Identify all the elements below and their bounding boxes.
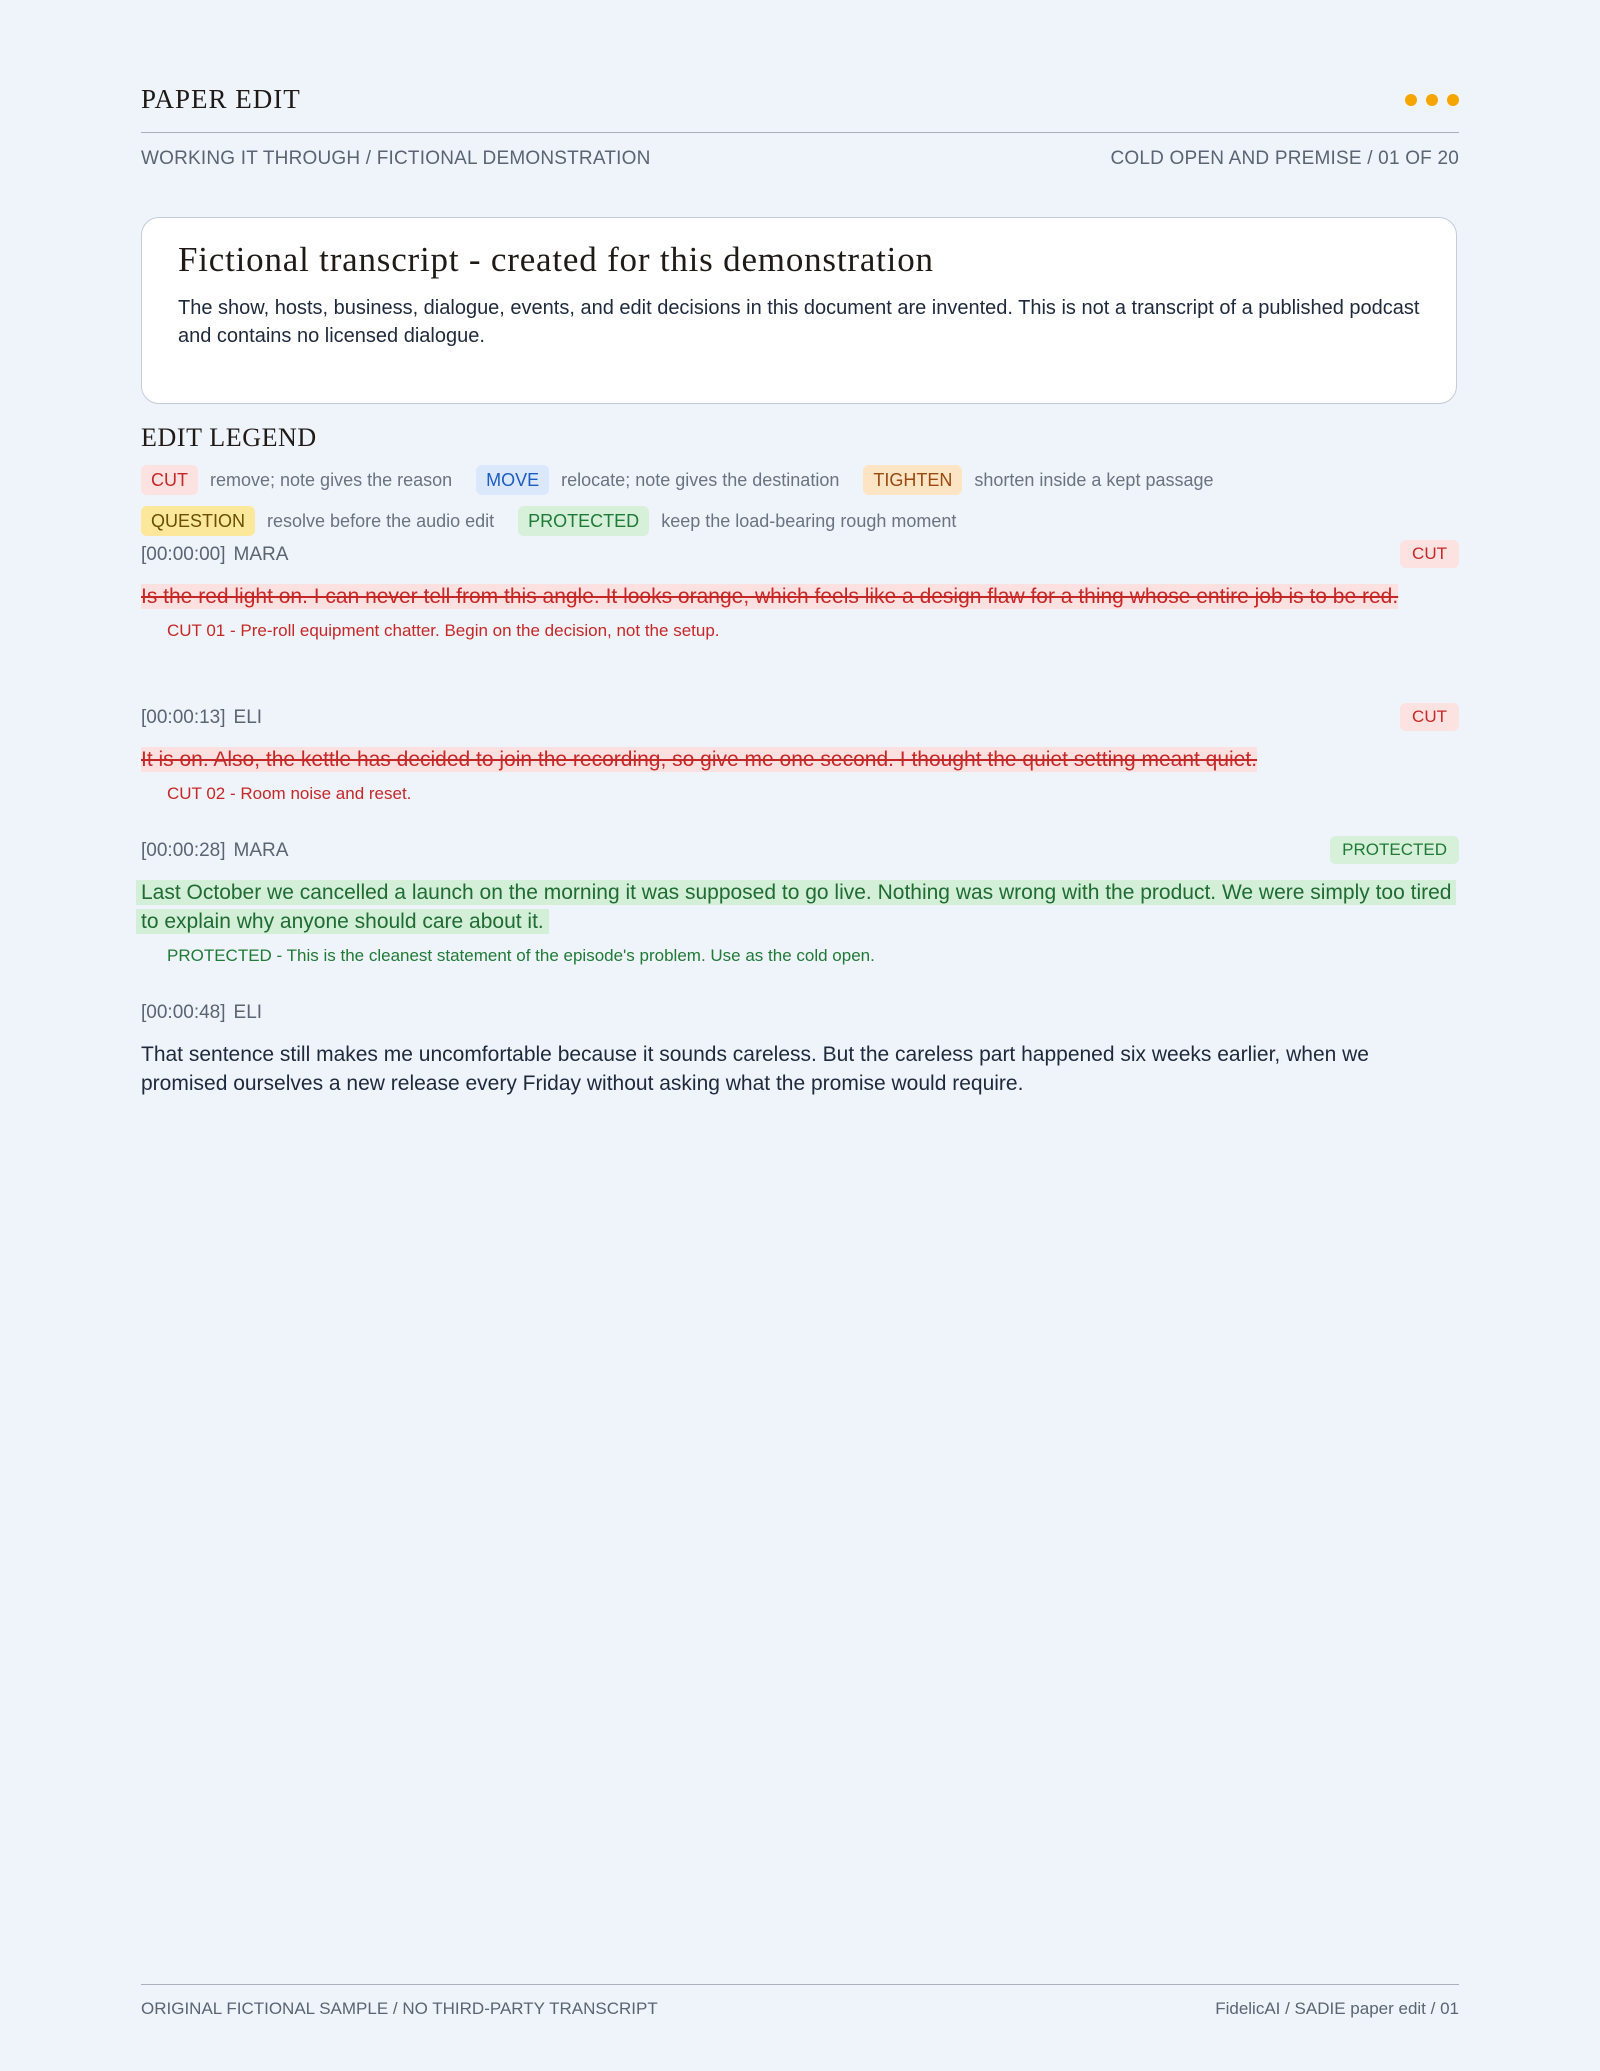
transcript-entry [141,838,1459,966]
legend-desc-cut: remove; note gives the reason [210,469,453,490]
brand-title: PAPER EDIT [141,84,301,114]
legend-tag-question: QUESTION [141,506,255,536]
dot-icon [1426,94,1438,106]
page-footer [141,1984,1459,2019]
speaker-name: MARA [233,840,289,861]
entry-meta [141,705,1459,731]
transcript-text: Is the red light on. I can never tell from this angle. It looks orange, which feels like a design flaw for a thing whose entire job is to be red. [141,585,1399,608]
legend-tag-protected: PROTECTED [518,506,649,536]
transcript-line [141,582,1459,611]
edit-badge-protected: PROTECTED [1330,836,1459,864]
transcript-line [136,878,1459,936]
entry-meta [141,838,1459,864]
breadcrumb: WORKING IT THROUGH / FICTIONAL DEMONSTRATION [141,148,651,169]
edit-note: PROTECTED - This is the cleanest statement of the episode's problem. Use as the cold open. [167,946,875,965]
transcript-text: It is on. Also, the kettle has decided to join the recording, so give me one second. I thought the quiet setting meant quiet. [141,748,1258,771]
disclaimer-text: The show, hosts, business, dialogue, events, and edit decisions in this document are invented. This is not a transcript of a published podcast and contains no licensed dialogue. [178,297,1420,347]
legend-row [141,465,1238,495]
edit-note: CUT 02 - Room noise and reset. [167,784,412,803]
transcript-entry [141,542,1459,641]
transcript-text: Last October we cancelled a launch on the morning it was supposed to go live. Nothing was wrong with the product. We were simply too tired to explain why anyone should care about it. [136,880,1456,934]
entry-meta [141,1000,1459,1026]
timestamp: [00:00:48] [141,1002,226,1023]
transcript-entry [141,1000,1459,1098]
transcript-entry [141,705,1459,804]
dot-icon [1405,94,1417,106]
page-header [141,82,1459,133]
entry-meta [141,542,1459,568]
edit-badge-cut: CUT [1400,703,1459,731]
legend-tag-cut: CUT [141,465,198,495]
transcript-line [141,745,1459,774]
timestamp: [00:00:00] [141,544,226,565]
footer-note: ORIGINAL FICTIONAL SAMPLE / NO THIRD-PARTY TRANSCRIPT [141,1999,658,2018]
legend-desc-tighten: shorten inside a kept passage [974,469,1214,490]
legend-desc-move: relocate; note gives the destination [561,469,840,490]
legend-desc-question: resolve before the audio edit [267,510,495,531]
subheader [141,148,1459,170]
legend-title: EDIT LEGEND [141,423,317,452]
disclaimer-card [141,217,1457,404]
speaker-name: ELI [233,1002,263,1023]
legend-tag-move: MOVE [476,465,549,495]
edit-badge-cut: CUT [1400,540,1459,568]
disclaimer-title: Fictional transcript - created for this demonstration [178,240,934,279]
dot-icon [1447,94,1459,106]
footer-page-label: FidelicAI / SADIE paper edit / 01 [1215,1999,1459,2018]
legend-desc-protected: keep the load-bearing rough moment [661,510,957,531]
timestamp: [00:00:13] [141,707,226,728]
legend-row [141,506,980,536]
timestamp: [00:00:28] [141,840,226,861]
transcript-text: That sentence still makes me uncomfortable because it sounds careless. But the careless part happened six weeks earlier, when we promised ourselves a new release every Friday without asking what the promise would require. [141,1043,1369,1095]
speaker-name: ELI [233,707,263,728]
legend-tag-tighten: TIGHTEN [863,465,962,495]
section-indicator: COLD OPEN AND PREMISE / 01 OF 20 [1110,148,1459,169]
menu-dots-icon[interactable] [1405,94,1459,106]
edit-note: CUT 01 - Pre-roll equipment chatter. Begin on the decision, not the setup. [167,621,720,640]
paper-edit-page [141,0,1459,2071]
speaker-name: MARA [233,544,289,565]
